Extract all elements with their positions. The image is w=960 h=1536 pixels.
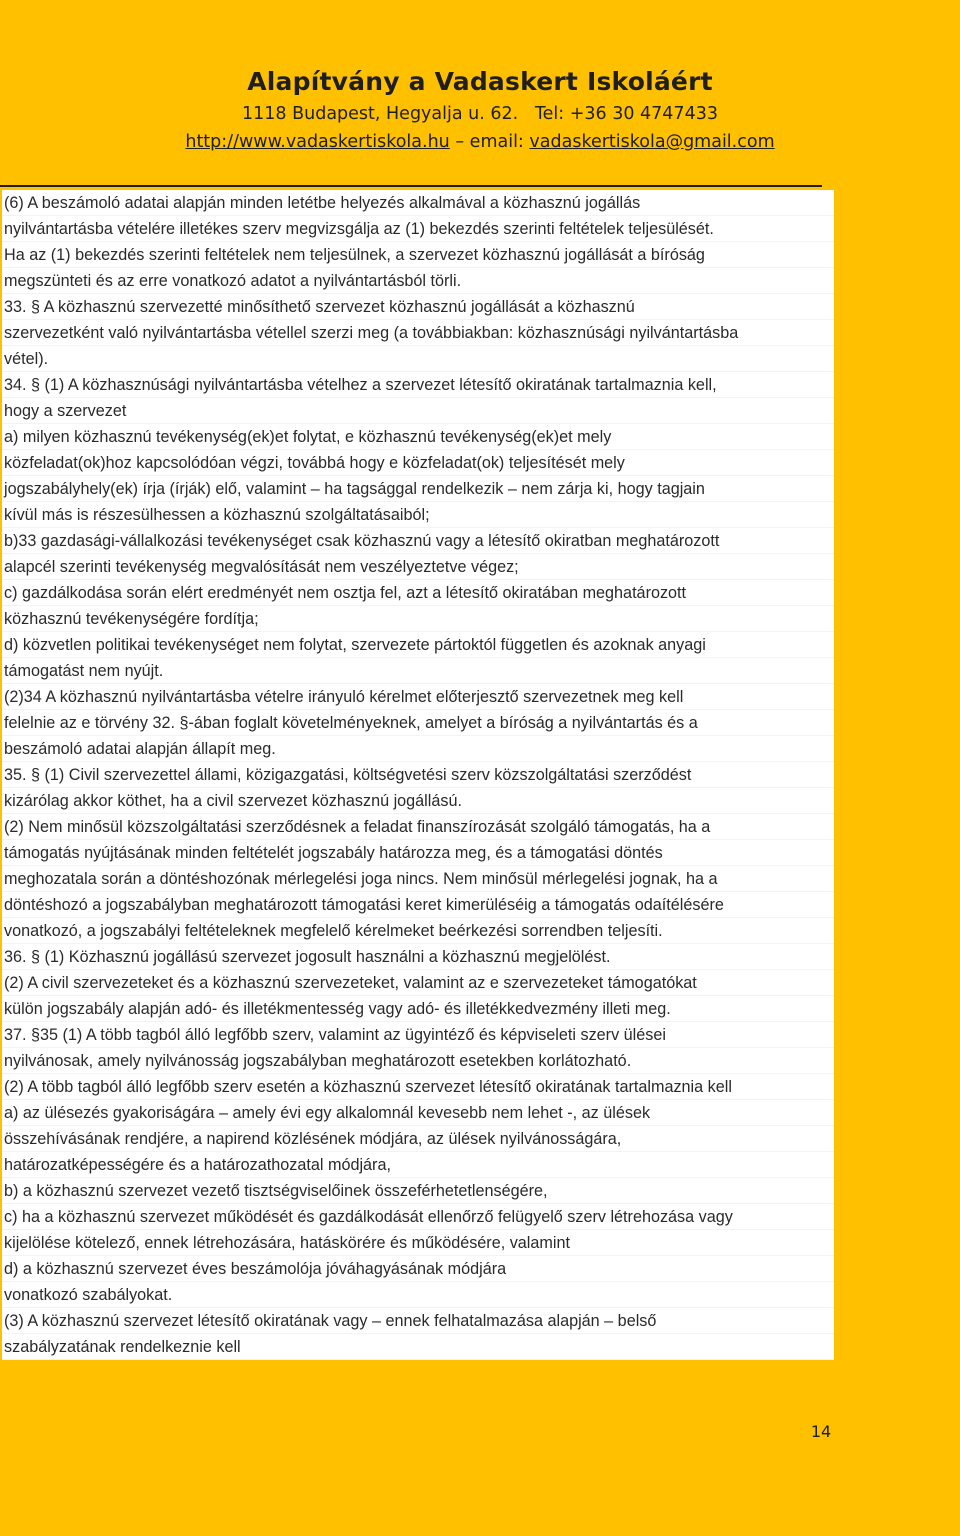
text-line: határozatképességére és a határozathozatal módjára, xyxy=(2,1152,834,1178)
document-body xyxy=(2,190,834,1360)
text-line: döntéshozó a jogszabályban meghatározott támogatási keret kimerüléséig a támogatás odaítélésére xyxy=(2,892,834,918)
text-line: beszámoló adatai alapján állapít meg. xyxy=(2,736,834,762)
contact-line xyxy=(0,128,960,156)
text-line: nyilvántartásba vételére illetékes szerv megvizsgálja az (1) bekezdés szerinti feltételek teljesülését. xyxy=(2,216,834,242)
text-line: c) gazdálkodása során elért eredményét nem osztja fel, azt a létesítő okiratában meghatározott xyxy=(2,580,834,606)
text-line: meghozatala során a döntéshozónak mérlegelési joga nincs. Nem minősül mérlegelési jognak, ha a xyxy=(2,866,834,892)
text-line: d) közvetlen politikai tevékenységet nem folytat, szervezete pártoktól független és azoknak anyagi xyxy=(2,632,834,658)
text-line: vétel). xyxy=(2,346,834,372)
text-line: Ha az (1) bekezdés szerinti feltételek nem teljesülnek, a szervezet közhasznú jogállását a bíróság xyxy=(2,242,834,268)
email-label: email: xyxy=(469,132,524,152)
text-line: közfeladat(ok)hoz kapcsolódóan végzi, továbbá hogy e közfeladat(ok) teljesítését mely xyxy=(2,450,834,476)
text-line: vonatkozó, a jogszabályi feltételeknek megfelelő kérelmeket beérkezési sorrendben teljesíti. xyxy=(2,918,834,944)
text-line: b) a közhasznú szervezet vezető tisztségviselőinek összeférhetetlenségére, xyxy=(2,1178,834,1204)
text-line: (2) Nem minősül közszolgáltatási szerződésnek a feladat finanszírozását szolgáló támogatás, ha a xyxy=(2,814,834,840)
address-line xyxy=(0,100,960,128)
text-line: felelnie az e törvény 32. §-ában foglalt követelményeknek, amelyet a bíróság a nyilvántartás és a xyxy=(2,710,834,736)
text-line: c) ha a közhasznú szervezet működését és gazdálkodását ellenőrző felügyelő szerv létrehozása vagy xyxy=(2,1204,834,1230)
text-line: a) az ülésezés gyakoriságára – amely évi egy alkalomnál kevesebb nem lehet -, az ülések xyxy=(2,1100,834,1126)
postal-address: 1118 Budapest, Hegyalja u. 62. xyxy=(242,104,519,124)
text-line: 33. § A közhasznú szervezetté minősíthető szervezet közhasznú jogállását a közhasznú xyxy=(2,294,834,320)
text-line: (2)34 A közhasznú nyilvántartásba vételre irányuló kérelmet előterjesztő szervezetnek meg kell xyxy=(2,684,834,710)
phone-number: Tel: +36 30 4747433 xyxy=(534,104,718,124)
text-line: (3) A közhasznú szervezet létesítő okiratának vagy – ennek felhatalmazása alapján – belső xyxy=(2,1308,834,1334)
text-line: közhasznú tevékenységére fordítja; xyxy=(2,606,834,632)
text-line: (6) A beszámoló adatai alapján minden letétbe helyezés alkalmával a közhasznú jogállás xyxy=(2,190,834,216)
website-link[interactable]: http://www.vadaskertiskola.hu xyxy=(185,132,450,152)
text-line: támogatást nem nyújt. xyxy=(2,658,834,684)
text-line: megszünteti és az erre vonatkozó adatot a nyilvántartásból törli. xyxy=(2,268,834,294)
text-line: kijelölése kötelező, ennek létrehozására, hatáskörére és működésére, valamint xyxy=(2,1230,834,1256)
text-line: alapcél szerinti tevékenység megvalósítását nem veszélyeztetve végez; xyxy=(2,554,834,580)
text-line: (2) A civil szervezeteket és a közhasznú szervezeteket, valamint az e szervezeteket támogatókat xyxy=(2,970,834,996)
email-link[interactable]: vadaskertiskola@gmail.com xyxy=(529,132,775,152)
text-line: vonatkozó szabályokat. xyxy=(2,1282,834,1308)
text-line: d) a közhasznú szervezet éves beszámolója jóváhagyásának módjára xyxy=(2,1256,834,1282)
text-line: 37. §35 (1) A több tagból álló legfőbb szerv, valamint az ügyintéző és képviseleti szerv ülései xyxy=(2,1022,834,1048)
header-divider xyxy=(0,185,822,187)
text-line: szabályzatának rendelkeznie kell xyxy=(2,1334,834,1360)
text-line: (2) A több tagból álló legfőbb szerv esetén a közhasznú szervezet létesítő okiratának tartalmaznia kell xyxy=(2,1074,834,1100)
letterhead xyxy=(0,64,960,156)
text-line: a) milyen közhasznú tevékenység(ek)et folytat, e közhasznú tevékenység(ek)et mely xyxy=(2,424,834,450)
text-line: támogatás nyújtásának minden feltételét jogszabály határozza meg, és a támogatási döntés xyxy=(2,840,834,866)
page-number: 14 xyxy=(810,1422,832,1441)
text-line: összehívásának rendjére, a napirend közlésének módjára, az ülések nyilvánosságára, xyxy=(2,1126,834,1152)
text-line: kizárólag akkor köthet, ha a civil szervezet közhasznú jogállású. xyxy=(2,788,834,814)
text-line: 36. § (1) Közhasznú jogállású szervezet jogosult használni a közhasznú megjelölést. xyxy=(2,944,834,970)
separator-dash: – xyxy=(455,132,465,152)
organization-title: Alapítvány a Vadaskert Iskoláért xyxy=(247,67,713,96)
text-line: 35. § (1) Civil szervezettel állami, közigazgatási, költségvetési szerv közszolgáltatási szerződést xyxy=(2,762,834,788)
text-line: jogszabályhely(ek) írja (írják) elő, valamint – ha tagsággal rendelkezik – nem zárja ki, hogy tagjain xyxy=(2,476,834,502)
text-line: nyilvánosak, amely nyilvánosság jogszabályban meghatározott esetekben korlátozható. xyxy=(2,1048,834,1074)
text-line: b)33 gazdasági-vállalkozási tevékenységet csak közhasznú vagy a létesítő okiratban meghatározott xyxy=(2,528,834,554)
text-line: szervezetként való nyilvántartásba vétellel szerzi meg (a továbbiakban: közhasznúsági nyilvántartásba xyxy=(2,320,834,346)
text-line: hogy a szervezet xyxy=(2,398,834,424)
text-line: 34. § (1) A közhasznúsági nyilvántartásba vételhez a szervezet létesítő okiratának tartalmaznia kell, xyxy=(2,372,834,398)
text-line: külön jogszabály alapján adó- és illetékmentesség vagy adó- és illetékkedvezmény illeti meg. xyxy=(2,996,834,1022)
text-line: kívül más is részesülhessen a közhasznú szolgáltatásaiból; xyxy=(2,502,834,528)
